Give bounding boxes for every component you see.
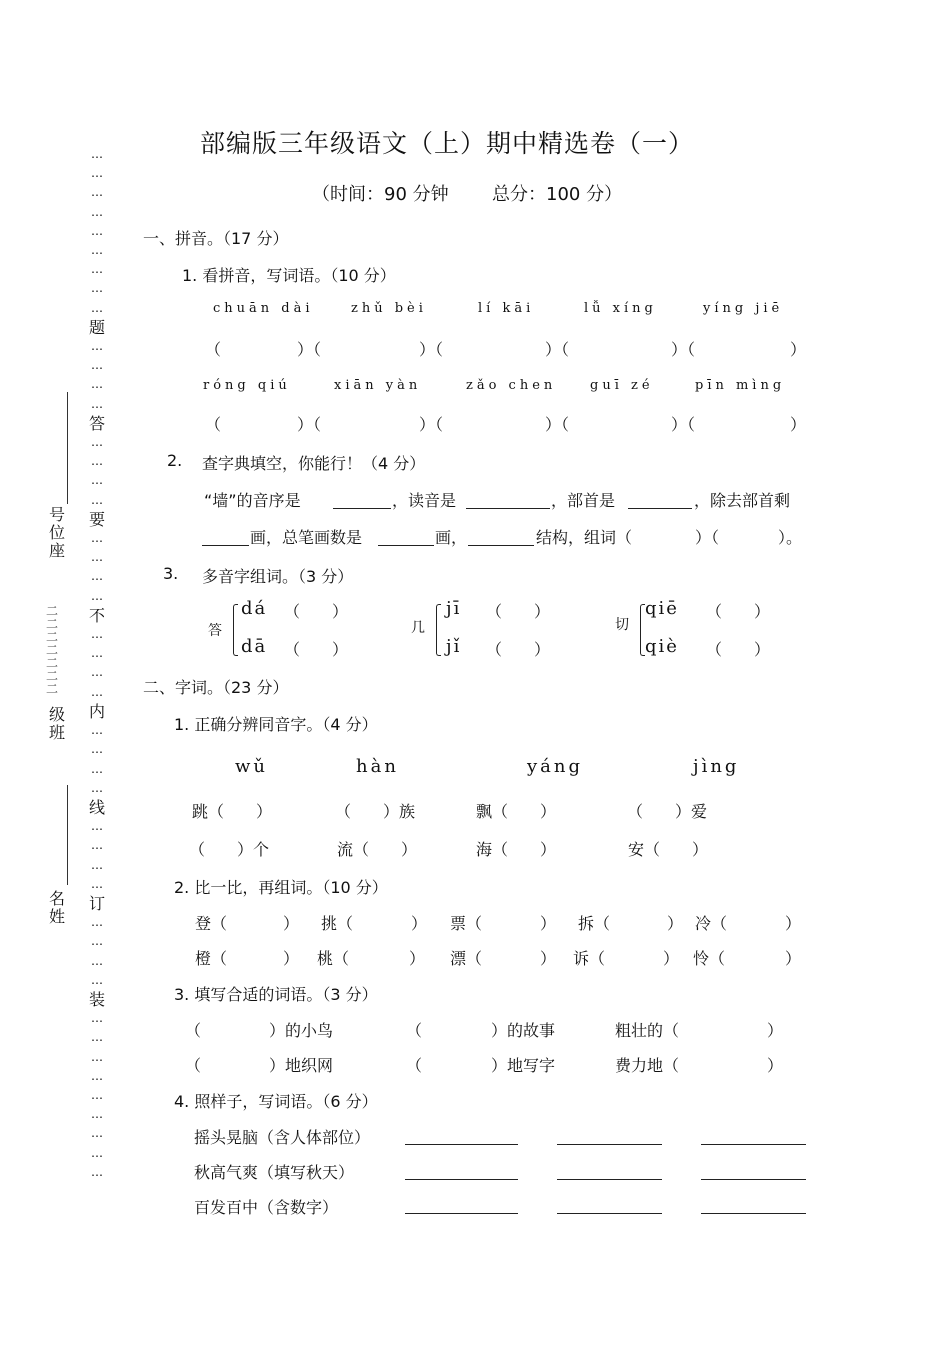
binding-dot: … [91,531,103,546]
poly-char-da: 答 [208,623,222,639]
binding-dot: … [91,339,103,354]
pinyin-9: guī zé [590,378,654,393]
compare-close: ） [540,949,557,968]
blank-yinxu[interactable] [333,508,391,509]
q1-1-label: 1. 看拼音，写词语。（10 分） [182,266,396,285]
binding-dot: … [91,377,103,392]
q2-4-label: 4. 照样子，写词语。（6 分） [174,1092,378,1111]
poly-box-ji2[interactable]: （ ） [486,640,551,659]
binding-dots-column [87,145,107,1182]
compare-char: 橙（ [195,949,228,968]
binding-dot: … [91,857,103,872]
compare-char: 诉（ [573,949,606,968]
poly-reading-da1: dá [241,598,268,619]
binding-dot: … [91,1107,103,1122]
fill-close: ） [767,1056,784,1075]
poly-reading-ji2: jǐ [446,636,462,657]
paren: ）（ [297,340,322,359]
compare-char: 票（ [450,914,483,933]
pinyin-4: lǚ xíng [584,301,657,316]
dict-line1-c: ，部首是 [551,491,616,510]
binding-dot: … [91,588,103,603]
binding-dot: … [91,1068,103,1083]
answer-line[interactable] [405,1213,518,1214]
fill-phrase: ）的故事 [491,1021,556,1040]
answer-line[interactable] [557,1179,662,1180]
score-info: 总分：100 分） [492,184,623,205]
binding-char: 要 [88,509,105,529]
fill-phrase: 粗壮的（ [615,1021,680,1040]
poly-reading-qie2: qiè [645,636,679,657]
homophone-item[interactable]: 跳（ ） [192,802,273,821]
fill-phrase: ）地写字 [491,1056,556,1075]
compare-char: 桃（ [317,949,350,968]
fill-open: （ [185,1021,202,1040]
dict-line2-e: ）。 [778,528,803,547]
binding-dot: … [91,876,103,891]
paren: ） [790,340,807,359]
fill-phrase: ）的小鸟 [269,1021,334,1040]
compare-close: ） [409,949,426,968]
example-word-1: 摇头晃脑（含人体部位） [194,1128,371,1147]
compare-close: ） [785,949,802,968]
binding-dot: … [91,1087,103,1102]
paren: ）（ [671,340,696,359]
binding-dot: … [91,646,103,661]
fill-open: （ [406,1021,423,1040]
binding-dot: … [91,300,103,315]
binding-dot: … [91,262,103,277]
compare-char: 怜（ [693,949,726,968]
binding-dot: … [91,723,103,738]
binding-char: 答 [88,413,105,433]
compare-close: ） [540,914,557,933]
homophone-item[interactable]: 流（ ） [337,840,418,859]
homophone-item[interactable]: （ ）爱 [627,802,708,821]
compare-close: ） [283,914,300,933]
compare-close: ） [283,949,300,968]
compare-close: ） [663,949,680,968]
q2-1-label: 1. 正确分辨同音字。（4 分） [174,715,378,734]
binding-char: 装 [88,989,105,1009]
binding-dot: … [91,953,103,968]
compare-close: ） [667,914,684,933]
binding-dot: … [91,1030,103,1045]
dict-line2-a: 画，总笔画数是 [250,528,363,547]
example-word-3: 百发百中（含数字） [194,1198,339,1217]
binding-dot: … [91,1164,103,1179]
section1-heading: 一、拼音。（17 分） [143,229,289,248]
paren: ） [790,415,807,434]
binding-char: 不 [88,605,105,625]
poly-box-da1[interactable]: （ ） [284,602,349,621]
homophone-item[interactable]: 飘（ ） [476,802,557,821]
binding-dot: … [91,473,103,488]
binding-dot: … [91,780,103,795]
time-info: （时间：90 分钟 [312,184,449,205]
margin-line-bottom [67,785,68,885]
poly-reading-ji1: jī [446,598,462,619]
binding-dot: … [91,166,103,181]
answer-line[interactable] [557,1213,662,1214]
compare-char: 登（ [195,914,228,933]
fill-phrase: 费力地（ [615,1056,680,1075]
q1-3-number: 3. [163,564,179,583]
dict-line2-b: 画， [435,528,468,547]
paren: ）（ [297,415,322,434]
page-title: 部编版三年级语文（上）期中精选卷（一） [200,129,695,158]
fill-open: （ [185,1056,202,1075]
blank-duyin[interactable] [466,508,550,509]
binding-dot: … [91,185,103,200]
dict-line2-c: 结构，组词（ [536,528,633,547]
homophone-item[interactable]: （ ）族 [335,802,416,821]
example-word-2: 秋高气爽（填写秋天） [194,1163,355,1182]
poly-reading-qie1: qiē [645,598,679,619]
poly-reading-da2: dā [241,636,268,657]
dict-line1-d: ，除去部首剩 [694,491,791,510]
paren: ）（ [671,415,696,434]
binding-dot: … [91,1126,103,1141]
poly-box-qie1[interactable]: （ ） [706,602,771,621]
binding-dot: … [91,281,103,296]
dict-line2-d: ）（ [695,528,720,547]
binding-dot: … [91,454,103,469]
binding-dot: … [91,435,103,450]
dict-line1-b: ，读音是 [392,491,457,510]
binding-char: 线 [88,797,105,817]
q1-2-number: 2. [167,451,183,470]
pinyin-8: zǎo chen [466,378,557,393]
fill-open: （ [406,1056,423,1075]
blank-structure[interactable] [468,545,534,546]
answer-line[interactable] [701,1144,806,1145]
binding-dot: … [91,934,103,949]
compare-close: ） [411,914,428,933]
binding-dot: … [91,492,103,507]
binding-dot: … [91,204,103,219]
dict-line1-a: “墙”的音序是 [204,491,301,510]
fill-close: ） [767,1021,784,1040]
binding-dot: … [91,742,103,757]
binding-dot: … [91,358,103,373]
binding-dot: … [91,1145,103,1160]
poly-box-qie2[interactable]: （ ） [706,640,771,659]
binding-dot: … [91,223,103,238]
poly-box-ji1[interactable]: （ ） [486,602,551,621]
poly-char-ji: 几 [411,620,425,636]
q2-3-label: 3. 填写合适的词语。（3 分） [174,985,378,1004]
blank-total[interactable] [378,545,434,546]
name-label: 名姓 [48,889,65,926]
binding-dot: … [91,665,103,680]
binding-dot: … [91,1049,103,1064]
paren: ）（ [545,415,570,434]
class-label: 级班 [48,705,65,742]
margin-line-top [67,392,68,504]
blank-remaining[interactable] [202,545,249,546]
q1-2-label: 查字典填空，你能行！（4 分） [202,454,426,473]
binding-dot: … [91,761,103,776]
binding-dot: … [91,972,103,987]
pinyin-5: yíng jiē [703,301,784,316]
pinyin-6: róng qiú [203,378,291,393]
fill-phrase: ）地织网 [269,1056,334,1075]
pinyin-7: xiān yàn [334,378,422,393]
binding-dot: … [91,915,103,930]
binding-char: 题 [88,317,105,337]
binding-dot: … [91,819,103,834]
paren: ）（ [419,415,444,434]
binding-dot: … [91,147,103,161]
answer-line[interactable] [701,1179,806,1180]
brace-da [233,604,238,656]
homophone-pinyin-3: yáng [527,756,584,777]
compare-char: 挑（ [321,914,354,933]
brace-ji [436,604,441,656]
paren: （ [205,415,222,434]
section2-heading: 二、字词。（23 分） [143,678,289,697]
q1-3-label: 多音字组词。（3 分） [202,567,354,586]
blank-bushou[interactable] [628,508,692,509]
binding-char: 订 [88,893,105,913]
blank-marks: 二二二二二二二 [46,604,59,696]
paren: ）（ [545,340,570,359]
binding-dot: … [91,684,103,699]
binding-dot: … [91,550,103,565]
binding-dot: … [91,396,103,411]
poly-char-qie: 切 [615,617,629,633]
homophone-item[interactable]: 安（ ） [628,840,709,859]
pinyin-1: chuān dài [213,301,314,316]
compare-char: 拆（ [578,914,611,933]
pinyin-2: zhǔ bèi [351,301,427,316]
binding-dot: … [91,627,103,642]
compare-char: 冷（ [695,914,728,933]
homophone-pinyin-1: wǔ [235,756,268,777]
paren: （ [205,340,222,359]
answer-line[interactable] [405,1179,518,1180]
homophone-item[interactable]: 海（ ） [476,840,557,859]
binding-char: 内 [88,701,105,721]
pinyin-3: lí kāi [478,301,535,316]
binding-dot: … [91,1011,103,1026]
compare-char: 漂（ [450,949,483,968]
homophone-pinyin-4: jìng [693,756,740,777]
q2-2-label: 2. 比一比，再组词。（10 分） [174,878,388,897]
answer-line[interactable] [701,1213,806,1214]
answer-line[interactable] [557,1144,662,1145]
compare-close: ） [785,914,802,933]
homophone-pinyin-2: hàn [356,756,399,777]
homophone-item[interactable]: （ ）个 [189,840,270,859]
pinyin-10: pīn mìng [695,378,786,393]
seat-number-label: 号位座 [48,505,65,560]
answer-line[interactable] [405,1144,518,1145]
paren: ）（ [419,340,444,359]
binding-dot: … [91,838,103,853]
poly-box-da2[interactable]: （ ） [284,640,349,659]
binding-dot: … [91,569,103,584]
binding-dot: … [91,243,103,258]
